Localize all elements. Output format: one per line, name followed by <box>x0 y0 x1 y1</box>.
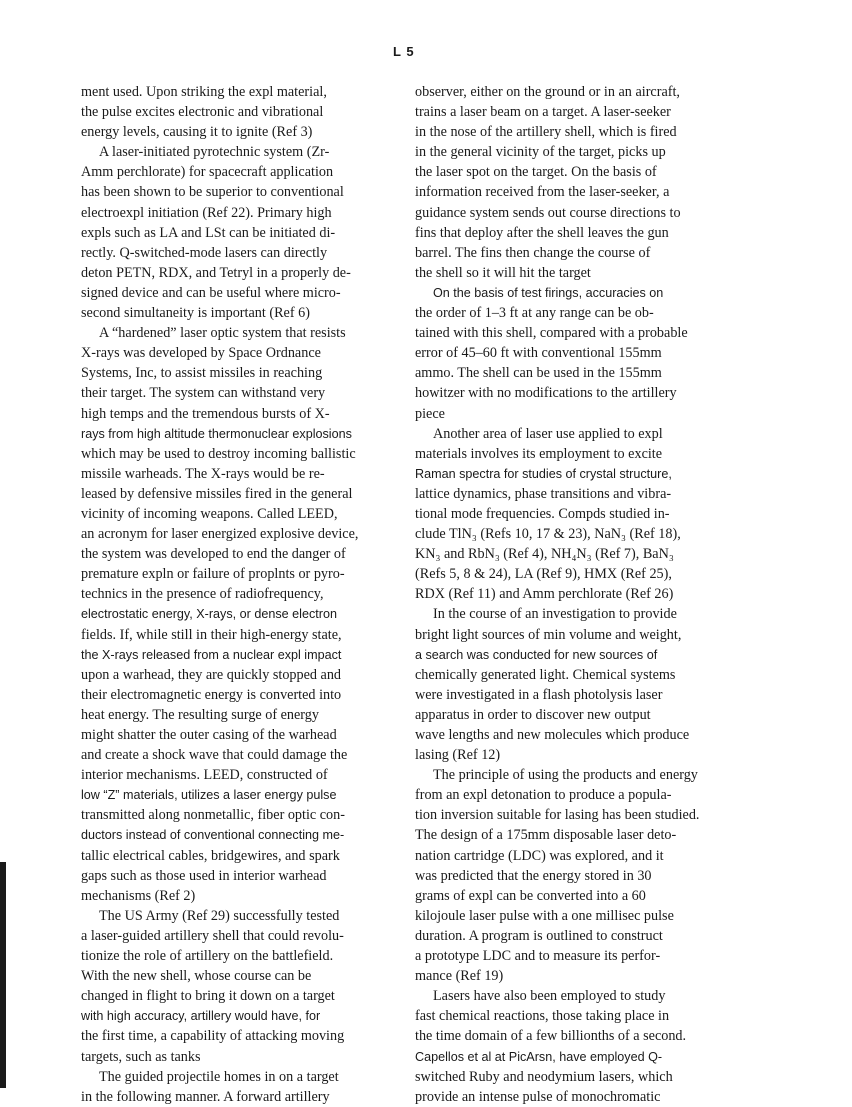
text-line: in the general vicinity of the target, picks up <box>415 144 666 161</box>
text-line: might shatter the outer casing of the warhead <box>81 727 337 743</box>
text-line: bright light sources of min volume and weight, <box>415 626 682 643</box>
text-line: gaps such as those used in interior warhead <box>81 867 327 884</box>
scan-edge-bar <box>0 862 6 1088</box>
text-line: Another area of laser use applied to expl <box>433 425 663 442</box>
text-line: mechanisms (Ref 2) <box>81 887 196 904</box>
text-line: KN₃ and RbN₃ (Ref 4), NH₄N₃ (Ref 7), BaN₃ <box>415 546 674 563</box>
text-line: with high accuracy, artillery would have, for <box>81 1009 321 1024</box>
text-line: apparatus in order to discover new output <box>415 706 651 723</box>
text-line: wave lengths and new molecules which produce <box>415 727 690 743</box>
text-line: technics in the presence of radiofrequency, <box>81 586 324 603</box>
text-line: has been shown to be superior to conventional <box>81 184 344 201</box>
text-line: kilojoule laser pulse with a one millisec pulse <box>415 907 674 924</box>
text-line: materials involves its employment to excite <box>415 445 663 462</box>
text-line: The US Army (Ref 29) successfully tested <box>99 907 340 924</box>
text-line: fast chemical reactions, those taking place in <box>415 1008 670 1025</box>
text-line: the system was developed to end the danger of <box>81 546 346 563</box>
text-line: the first time, a capability of attacking moving <box>81 1028 345 1045</box>
text-line: A “hardened” laser optic system that resists <box>99 325 346 342</box>
text-line: was predicted that the energy stored in 30 <box>415 867 652 884</box>
text-line: a prototype LDC and to measure its perfor- <box>415 948 661 965</box>
text-line: observer, either on the ground or in an aircraft, <box>415 84 680 100</box>
text-line: piece <box>415 405 445 422</box>
text-line: missile warheads. The X-rays would be re- <box>81 465 325 482</box>
text-line: X-rays was developed by Space Ordnance <box>81 345 321 362</box>
text-line: in the nose of the artillery shell, which is fired <box>415 124 677 141</box>
text-line: In the course of an investigation to provide <box>433 606 677 623</box>
text-line: barrel. The fins then change the course of <box>415 244 651 261</box>
text-line: (Refs 5, 8 & 24), LA (Ref 9), HMX (Ref 25), <box>415 566 672 583</box>
text-line: chemically generated light. Chemical systems <box>415 666 676 683</box>
text-line: tion inversion suitable for lasing has been studied. <box>415 807 700 824</box>
text-line: premature expln or failure of proplnts or pyro- <box>81 566 345 583</box>
text-line: second simultaneity is important (Ref 6) <box>81 305 310 322</box>
text-line: guidance system sends out course directions to <box>415 204 681 221</box>
text-line: from an expl detonation to produce a popula- <box>415 787 672 804</box>
text-line: the laser spot on the target. On the basis of <box>415 164 657 181</box>
text-line: Raman spectra for studies of crystal structure, <box>415 466 672 481</box>
text-line: their target. The system can withstand very <box>81 385 326 402</box>
text-line: signed device and can be useful where micro- <box>81 284 341 301</box>
text-line: targets, such as tanks <box>81 1048 201 1065</box>
text-line: ment used. Upon striking the expl material, <box>81 84 327 100</box>
text-line: and create a shock wave that could damage the <box>81 747 348 764</box>
text-line: tionize the role of artillery on the battlefield. <box>81 948 334 965</box>
text-line: Systems, Inc, to assist missiles in reaching <box>81 365 323 382</box>
text-line: which may be used to destroy incoming ballistic <box>81 445 356 462</box>
text-line: The guided projectile homes in on a target <box>99 1068 339 1085</box>
text-line: duration. A program is outlined to construct <box>415 927 663 944</box>
text-line: lattice dynamics, phase transitions and vibra- <box>415 485 672 502</box>
text-line: RDX (Ref 11) and Amm perchlorate (Ref 26) <box>415 586 674 603</box>
text-line: The principle of using the products and energy <box>433 767 698 784</box>
page-number: L 5 <box>393 44 415 59</box>
text-line: grams of expl can be converted into a 60 <box>415 887 646 904</box>
text-line: The design of a 175mm disposable laser deto- <box>415 827 677 844</box>
text-line: switched Ruby and neodymium lasers, which <box>415 1068 673 1085</box>
text-line: a laser-guided artillery shell that could revolu- <box>81 927 344 944</box>
text-line: rectly. Q-switched-mode lasers can directly <box>81 244 328 261</box>
text-line: lasing (Ref 12) <box>415 747 501 764</box>
text-line: electrostatic energy, X-rays, or dense electron <box>81 607 337 622</box>
text-line: howitzer with no modifications to the artillery <box>415 385 677 402</box>
text-line: vicinity of incoming weapons. Called LEED, <box>81 505 338 522</box>
text-line: A laser-initiated pyrotechnic system (Zr- <box>99 144 330 161</box>
text-line: tallic electrical cables, bridgewires, and spark <box>81 847 340 864</box>
text-line: deton PETN, RDX, and Tetryl in a properly de- <box>81 264 351 281</box>
text-line: upon a warhead, they are quickly stopped and <box>81 666 342 683</box>
text-line: a search was conducted for new sources of <box>415 647 658 662</box>
left-column <box>81 82 393 1107</box>
text-line: On the basis of test firings, accuracies on <box>433 285 664 300</box>
text-line: expls such as LA and LSt can be initiated di- <box>81 224 336 241</box>
text-line: transmitted along nonmetallic, fiber optic con- <box>81 807 345 824</box>
text-line: heat energy. The resulting surge of energy <box>81 706 319 723</box>
text-line: low “Z” materials, utilizes a laser energy pulse <box>81 788 337 803</box>
text-line: in the following manner. A forward artillery <box>81 1088 330 1105</box>
text-line: tional mode frequencies. Compds studied in- <box>415 505 670 522</box>
text-line: energy levels, causing it to ignite (Ref 3) <box>81 124 313 141</box>
text-line: nation cartridge (LDC) was explored, and it <box>415 847 664 864</box>
text-line: Amm perchlorate) for spacecraft application <box>81 164 334 181</box>
text-line: tained with this shell, compared with a probable <box>415 325 688 342</box>
text-line: the time domain of a few billionths of a second. <box>415 1028 687 1045</box>
text-line: the pulse excites electronic and vibrational <box>81 104 324 121</box>
text-line: fields. If, while still in their high-energy state, <box>81 626 342 643</box>
text-line: fins that deploy after the shell leaves the gun <box>415 224 669 241</box>
text-line: were investigated in a flash photolysis laser <box>415 686 663 703</box>
text-line: error of 45–60 ft with conventional 155mm <box>415 345 662 362</box>
text-line: interior mechanisms. LEED, constructed of <box>81 767 328 784</box>
text-line: leased by defensive missiles fired in the general <box>81 485 353 502</box>
text-line: ductors instead of conventional connecting me- <box>81 828 345 843</box>
text-line: information received from the laser-seeker, a <box>415 184 670 201</box>
text-line: changed in flight to bring it down on a target <box>81 988 335 1005</box>
text-line: rays from high altitude thermonuclear explosions <box>81 426 352 441</box>
text-line: Capellos et al at PicArsn, have employed Q- <box>415 1049 663 1064</box>
text-line: clude TlN₃ (Refs 10, 17 & 23), NaN₃ (Ref 18), <box>415 526 681 543</box>
text-line: trains a laser beam on a target. A laser-seeker <box>415 104 671 121</box>
text-line: provide an intense pulse of monochromatic <box>415 1088 661 1105</box>
text-line: ammo. The shell can be used in the 155mm <box>415 365 662 382</box>
text-line: With the new shell, whose course can be <box>81 968 312 985</box>
right-column <box>415 82 727 1107</box>
text-line: their electromagnetic energy is converted into <box>81 686 342 703</box>
text-line: mance (Ref 19) <box>415 968 504 985</box>
text-line: high temps and the tremendous bursts of X- <box>81 405 330 422</box>
text-line: Lasers have also been employed to study <box>433 988 666 1005</box>
text-line: the shell so it will hit the target <box>415 264 591 281</box>
text-line: an acronym for laser energized explosive device, <box>81 526 359 543</box>
text-line: electroexpl initiation (Ref 22). Primary high <box>81 204 332 221</box>
text-line: the X-rays released from a nuclear expl impact <box>81 647 342 662</box>
text-line: the order of 1–3 ft at any range can be ob- <box>415 305 654 322</box>
